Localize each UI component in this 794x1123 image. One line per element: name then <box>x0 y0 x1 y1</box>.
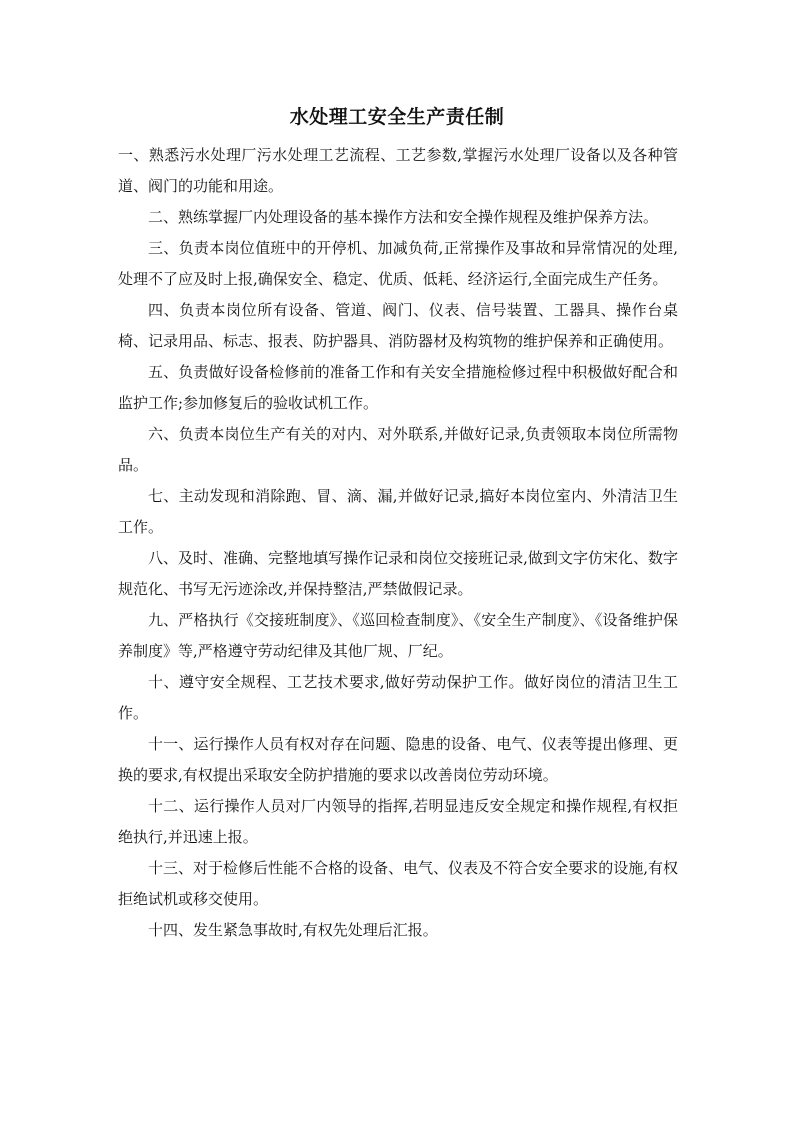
paragraph-14: 十四、发生紧急事故时,有权先处理后汇报。 <box>148 921 438 939</box>
paragraph-12: 十二、运行操作人员对厂内领导的指挥,若明显违反安全规定和操作规程,有权拒绝执行,并迅速上报。 <box>118 797 678 846</box>
paragraph-13: 十三、对于检修后性能不合格的设备、电气、仪表及不符合安全要求的设施,有权拒绝试机或移交使用。 <box>118 859 678 908</box>
paragraph-5: 五、负责做好设备检修前的准备工作和有关安全措施检修过程中积极做好配合和监护工作;参加修复后的验收试机工作。 <box>118 363 678 412</box>
paragraph-6: 六、负责本岗位生产有关的对内、对外联系,并做好记录,负责领取本岗位所需物品。 <box>118 425 678 474</box>
paragraph-9: 九、严格执行《交接班制度》、《巡回检查制度》、《安全生产制度》、《设备维护保养制度》等,严格遵守劳动纪律及其他厂规、厂纪。 <box>118 611 678 660</box>
paragraph-11: 十一、运行操作人员有权对存在问题、隐患的设备、电气、仪表等提出修理、更换的要求,有权提出采取安全防护措施的要求以改善岗位劳动环境。 <box>118 735 678 784</box>
paragraph-2: 二、熟练掌握厂内处理设备的基本操作方法和安全操作规程及维护保养方法。 <box>148 208 659 226</box>
paragraph-3: 三、负责本岗位值班中的开停机、加减负荷,正常操作及事故和异常情况的处理,处理不了应及时上报,确保安全、稳定、优质、低耗、经济运行,全面完成生产任务。 <box>118 239 678 288</box>
page-title: 水处理工安全生产责任制 <box>289 106 505 128</box>
paragraph-10: 十、遵守安全规程、工艺技术要求,做好劳动保护工作。做好岗位的清洁卫生工作。 <box>118 673 678 722</box>
paragraph-1: 一、熟悉污水处理厂污水处理工艺流程、工艺参数,掌握污水处理厂设备以及各种管道、阀门的功能和用途。 <box>118 146 678 195</box>
paragraph-4: 四、负责本岗位所有设备、管道、阀门、仪表、信号装置、工器具、操作台桌椅、记录用品、标志、报表、防护器具、消防器材及构筑物的维护保养和正确使用。 <box>118 301 678 350</box>
paragraph-7: 七、主动发现和消除跑、冒、滴、漏,并做好记录,搞好本岗位室内、外清洁卫生工作。 <box>118 487 678 536</box>
document-body <box>118 140 678 946</box>
paragraph-8: 八、及时、准确、完整地填写操作记录和岗位交接班记录,做到文字仿宋化、数字规范化、书写无污迹涂改,并保持整洁,严禁做假记录。 <box>118 549 678 598</box>
